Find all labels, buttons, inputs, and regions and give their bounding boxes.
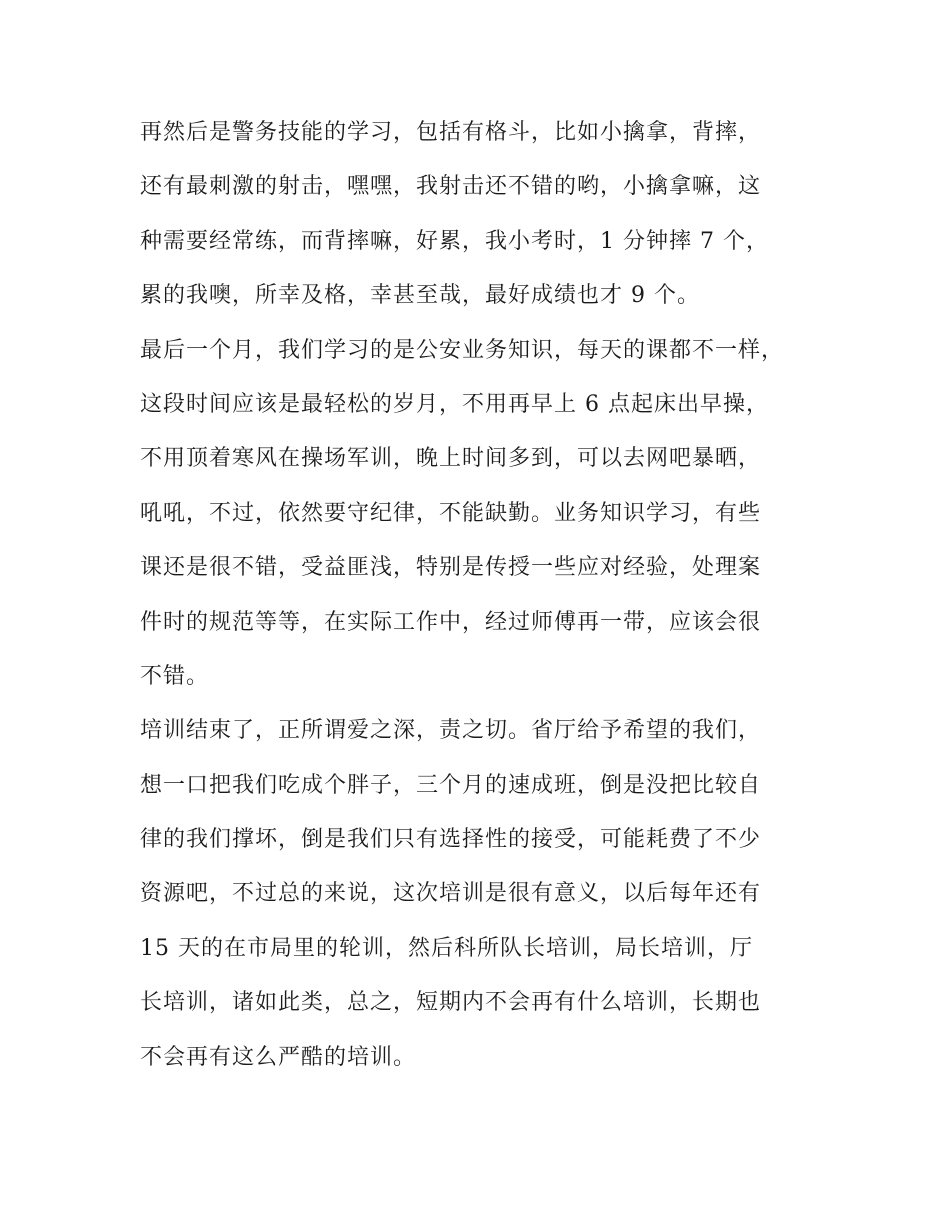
- text-line: 培训结束了，正所谓爱之深，责之切。省厅给予希望的我们，: [140, 718, 762, 744]
- text-line: 吼吼，不过，依然要守纪律，不能缺勤。业务知识学习，有些: [140, 500, 762, 526]
- text-line: 还有最刺激的射击，嘿嘿，我射击还不错的哟，小擒拿嘛，这: [140, 174, 762, 200]
- text-line: 件时的规范等等，在实际工作中，经过师傅再一带，应该会很: [140, 609, 762, 635]
- text-line: 不用顶着寒风在操场军训，晚上时间多到，可以去网吧暴晒，: [140, 446, 762, 472]
- text-line: 不会再有这么严酷的培训。: [140, 1044, 417, 1070]
- text-line: 最后一个月，我们学习的是公安业务知识，每天的课都不一样，: [140, 337, 785, 363]
- text-line: 再然后是警务技能的学习，包括有格斗，比如小擒拿，背摔，: [140, 120, 762, 145]
- text-line: 资源吧，不过总的来说，这次培训是很有意义，以后每年还有: [140, 881, 762, 907]
- text-line: 累的我噢，所幸及格，幸甚至哉，最好成绩也才 9 个。: [140, 283, 700, 309]
- text-line: 律的我们撑坏，倒是我们只有选择性的接受，可能耗费了不少: [140, 827, 762, 853]
- text-line: 15 天的在市局里的轮训，然后科所队长培训，局长培训，厅: [140, 935, 753, 961]
- body-text: [140, 106, 840, 1085]
- text-line: 想一口把我们吃成个胖子，三个月的速成班，倒是没把比较自: [140, 772, 762, 798]
- text-line: 这段时间应该是最轻松的岁月，不用再早上 6 点起床出早操，: [140, 391, 769, 417]
- text-line: 长培训，诸如此类，总之，短期内不会再有什么培训，长期也: [140, 990, 762, 1016]
- text-line: 种需要经常练，而背摔嘛，好累，我小考时，1 分钟摔 7 个，: [140, 228, 769, 254]
- text-line: 课还是很不错，受益匪浅，特别是传授一些应对经验，处理案: [140, 555, 762, 581]
- text-line: 不错。: [140, 663, 210, 689]
